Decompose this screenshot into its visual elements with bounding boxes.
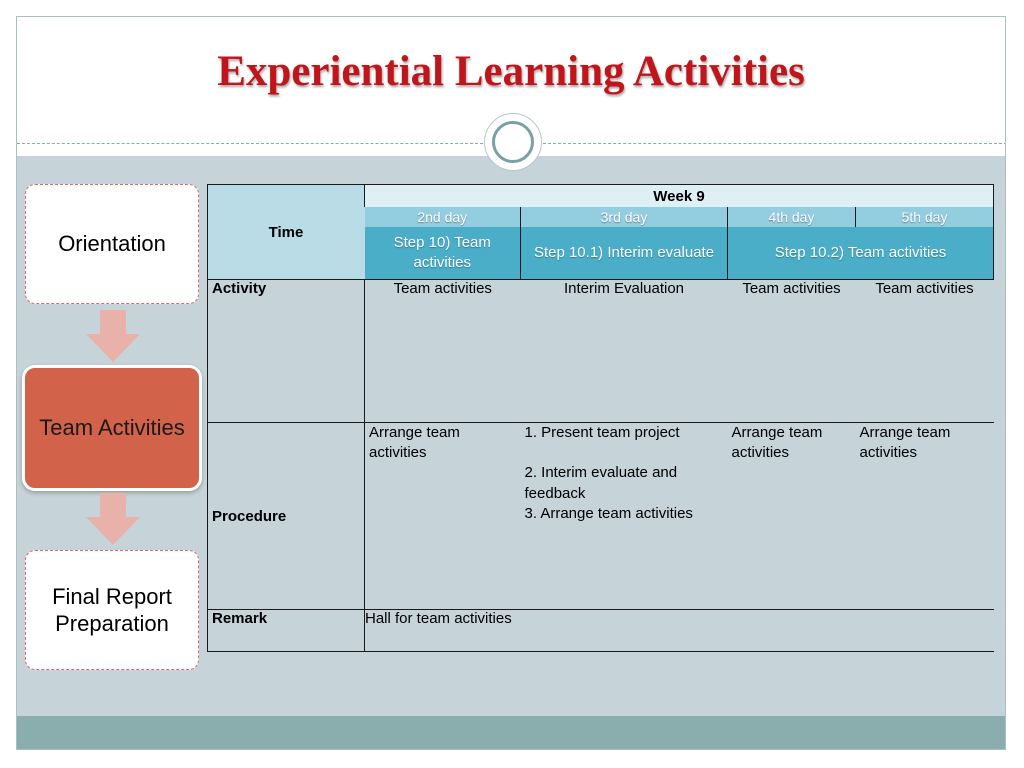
flow-step-orientation — [25, 184, 199, 304]
table-cell: Team activities — [856, 280, 994, 423]
week-header: Week 9 — [365, 185, 994, 208]
arrow-down-icon — [86, 493, 140, 545]
table-cell: Arrange team activities — [365, 423, 521, 610]
arrow-down-icon — [86, 310, 140, 362]
slide — [16, 16, 1006, 750]
step-header: Step 10) Team activities — [365, 227, 521, 280]
table-cell: Interim Evaluation — [521, 280, 728, 423]
table-cell — [521, 423, 728, 610]
procedure-step: 1. Present team project — [524, 424, 680, 441]
flow-step-label: Team Activities — [39, 415, 185, 441]
table-cell: Team activities — [728, 280, 856, 423]
table-row-procedure — [208, 423, 994, 610]
flow-step-team-activities — [25, 368, 199, 488]
schedule-table — [207, 184, 993, 654]
divider-left — [17, 143, 483, 144]
table-cell: Arrange team activities — [856, 423, 994, 610]
table-cell: Arrange team activities — [728, 423, 856, 610]
step-header: Step 10.1) Interim evaluate — [521, 227, 728, 280]
table-row-remark — [208, 610, 994, 652]
flow-step-label: Final Report Preparation — [52, 583, 172, 636]
table-row-activity — [208, 280, 994, 423]
procedure-step: 3. Arrange team activities — [524, 504, 693, 522]
day-header: 3rd day — [521, 207, 728, 227]
footer-band — [17, 716, 1005, 750]
circle-ornament-icon — [484, 113, 542, 171]
divider-right — [543, 143, 1006, 144]
time-header: Time — [208, 185, 365, 280]
flow-step-label: Orientation — [58, 231, 166, 257]
row-label: Activity — [208, 280, 365, 423]
procedure-step: 2. Interim evaluate and feedback — [524, 464, 678, 502]
page-title: Experiential Learning Activities — [217, 48, 805, 95]
row-label: Remark — [208, 610, 365, 652]
flow-step-final-report — [25, 550, 199, 670]
row-label: Procedure — [208, 423, 365, 610]
day-header: 2nd day — [365, 207, 521, 227]
day-header: 5th day — [856, 207, 994, 227]
day-header: 4th day — [728, 207, 856, 227]
table-cell: Team activities — [365, 280, 521, 423]
table-cell: Hall for team activities — [365, 610, 994, 652]
step-header: Step 10.2) Team activities — [728, 227, 994, 280]
